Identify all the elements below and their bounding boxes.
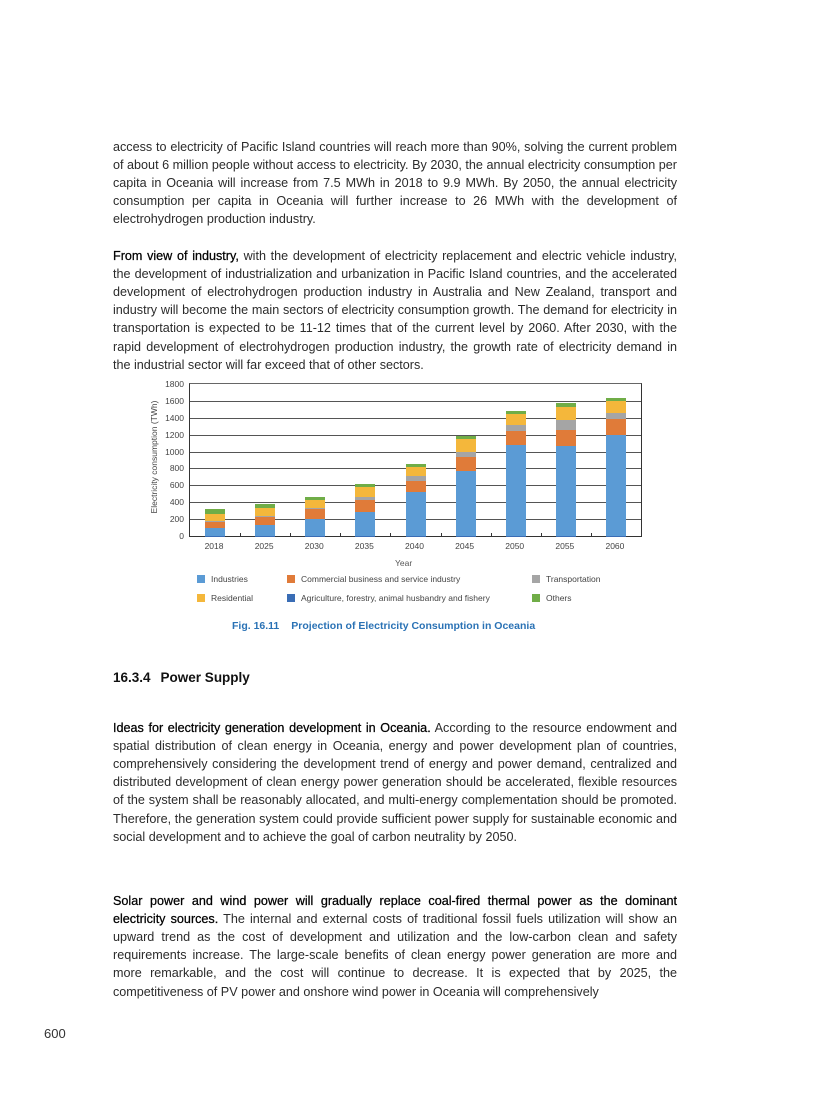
bar-2060	[606, 398, 626, 536]
x-tick-mark	[541, 533, 542, 537]
x-tick-mark	[240, 533, 241, 537]
bar-segment	[606, 435, 626, 536]
bar-segment	[456, 457, 476, 471]
paragraph-solar-wind	[113, 892, 677, 1001]
paragraph-text: with the development of electricity replacement and electric vehicle industry, the development of industrialization and urbanization in Pacific Island countries, and the accelerated development of electrohydrogen production industry in Australia and New Zealand, transport and industry will become the main sectors of electricity consumption growth. The demand for electricity in transportation is expected to be 11-12 times that of the current level by 2060. After 2030, with the rapid development of electrohydrogen production industry, the growth rate of electricity demand in the industrial sector will far exceed that of other sectors.	[113, 248, 677, 372]
bar-segment	[456, 471, 476, 536]
y-tick-label: 0	[179, 531, 184, 541]
legend-item	[532, 593, 572, 603]
section-number: 16.3.4	[113, 670, 151, 685]
bar-2050	[506, 411, 526, 536]
figure-number: Fig. 16.11	[232, 620, 280, 632]
paragraph-per-capita-consumption	[113, 138, 677, 229]
x-tick-label: 2050	[505, 541, 525, 551]
bar-2030	[305, 497, 325, 536]
legend-swatch-icon	[197, 594, 205, 602]
x-axis-label: Year	[395, 558, 413, 568]
bar-segment	[305, 509, 325, 519]
bar-2045	[456, 436, 476, 536]
legend-item	[532, 574, 601, 584]
x-tick-mark	[290, 533, 291, 537]
bar-segment	[205, 522, 225, 529]
bar-segment	[406, 467, 426, 476]
paragraph-lead: Solar power and wind power will gradually replace coal-fired thermal power as the dominant electricity sources.	[113, 893, 677, 926]
plot-area	[189, 383, 642, 537]
bar-segment	[255, 508, 275, 516]
y-axis-label: Electricity consumption (TWh)	[149, 400, 159, 514]
bar-segment	[355, 500, 375, 512]
x-tick-label: 2030	[304, 541, 324, 551]
bar-segment	[556, 446, 576, 536]
bar-segment	[556, 430, 576, 446]
x-tick-label: 2045	[455, 541, 475, 551]
paragraph-lead: From view of industry,	[113, 248, 239, 263]
section-heading	[113, 670, 250, 685]
bar-segment	[355, 512, 375, 536]
paragraph-text: access to electricity of Pacific Island countries will reach more than 90%, solving the current problem of about 6 million people without access to electricity. By 2030, the annual electricity consumption per capita in Oceania will increase from 7.5 MWh in 2018 to 9.9 MWh. By 2050, the annual electricity consumption per capita in Oceania will further increase to 26 MWh with the development of electrohydrogen production industry.	[113, 139, 677, 227]
legend-label: Agriculture, forestry, animal husbandry and fishery	[301, 593, 490, 603]
legend-label: Residential	[211, 593, 254, 603]
legend-label: Transportation	[546, 574, 601, 584]
x-tick-label: 2060	[605, 541, 625, 551]
bar-segment	[355, 487, 375, 496]
x-tick-label: 2025	[254, 541, 274, 551]
bar-2040	[406, 464, 426, 536]
gridline	[190, 401, 641, 402]
legend-swatch-icon	[287, 575, 295, 583]
bar-2035	[355, 484, 375, 536]
bar-segment	[506, 414, 526, 425]
legend-item	[197, 574, 248, 584]
paragraph-lead: Ideas for electricity generation development in Oceania.	[113, 720, 431, 735]
paragraph-generation-ideas	[113, 719, 677, 846]
bar-segment	[406, 481, 426, 492]
y-tick-label: 400	[169, 497, 184, 508]
y-tick-label: 1200	[165, 429, 184, 440]
bar-segment	[506, 445, 526, 536]
x-tick-label: 2035	[354, 541, 374, 551]
bar-segment	[305, 519, 325, 535]
legend-item	[287, 593, 490, 603]
bar-segment	[205, 514, 225, 521]
y-tick-label: 200	[169, 514, 184, 525]
x-tick-mark	[491, 533, 492, 537]
y-tick-label: 1400	[165, 412, 184, 423]
bar-segment	[556, 420, 576, 430]
bar-segment	[556, 407, 576, 420]
x-tick-mark	[591, 533, 592, 537]
x-tick-label: 2018	[204, 541, 224, 551]
bar-2025	[255, 504, 275, 536]
legend-swatch-icon	[197, 575, 205, 583]
figure-caption	[232, 620, 535, 632]
legend-swatch-icon	[532, 594, 540, 602]
bar-segment	[606, 419, 626, 435]
y-tick-label: 1600	[165, 395, 184, 406]
legend-item	[197, 593, 253, 603]
x-tick-label: 2040	[405, 541, 424, 551]
bar-segment	[255, 517, 275, 525]
stacked-bar-chart	[140, 375, 660, 615]
bar-segment	[305, 500, 325, 508]
y-tick-label: 600	[169, 480, 184, 491]
paragraph-text: The internal and external costs of traditional fossil fuels utilization will show an upward trend as the cost of development and utilization and the low-carbon clean and safety requirements increase. The large-scale benefits of clean energy power generation are more and more remarkable, and the cost will continue to decrease. It is expected that by 2025, the competitiveness of PV power and onshore wind power in Oceania will comprehensively	[113, 911, 677, 999]
figure-title: Projection of Electricity Consumption in Oceania	[291, 620, 536, 632]
legend-item	[287, 574, 460, 584]
paragraph-industry-view	[113, 247, 677, 374]
x-tick-mark	[390, 533, 391, 537]
paragraph-text: According to the resource endowment and spatial distribution of clean energy in Oceania, energy and power development plan of countries, comprehensively considering the development trend of energy and power demand, centralized and distributed development of clean energy power generation should be accelerated, flexible resources of the system shall be reasonably allocated, and multi-energy complementation should be promoted. Therefore, the generation system could provide sufficient power supply for sustainable economic and social development and to achieve the goal of carbon neutrality by 2050.	[113, 720, 677, 844]
page-number: 600	[44, 1026, 66, 1041]
bar-2018	[205, 509, 225, 536]
bar-2055	[556, 403, 576, 536]
y-tick-label: 800	[169, 463, 184, 474]
legend-label: Commercial business and service industry	[301, 574, 461, 584]
section-title: Power Supply	[160, 670, 250, 685]
x-tick-mark	[441, 533, 442, 537]
legend-label: Industries	[211, 574, 248, 584]
x-tick-mark	[340, 533, 341, 537]
y-tick-label: 1800	[165, 379, 184, 389]
bar-segment	[606, 401, 626, 413]
bar-segment	[506, 431, 526, 445]
bar-segment	[406, 492, 426, 536]
bar-segment	[456, 439, 476, 451]
x-tick-label: 2055	[555, 541, 575, 551]
legend-swatch-icon	[287, 594, 295, 602]
bar-segment	[205, 528, 225, 535]
y-tick-label: 1000	[165, 446, 184, 457]
bar-segment	[255, 525, 275, 535]
legend-label: Others	[546, 593, 572, 603]
legend-swatch-icon	[532, 575, 540, 583]
